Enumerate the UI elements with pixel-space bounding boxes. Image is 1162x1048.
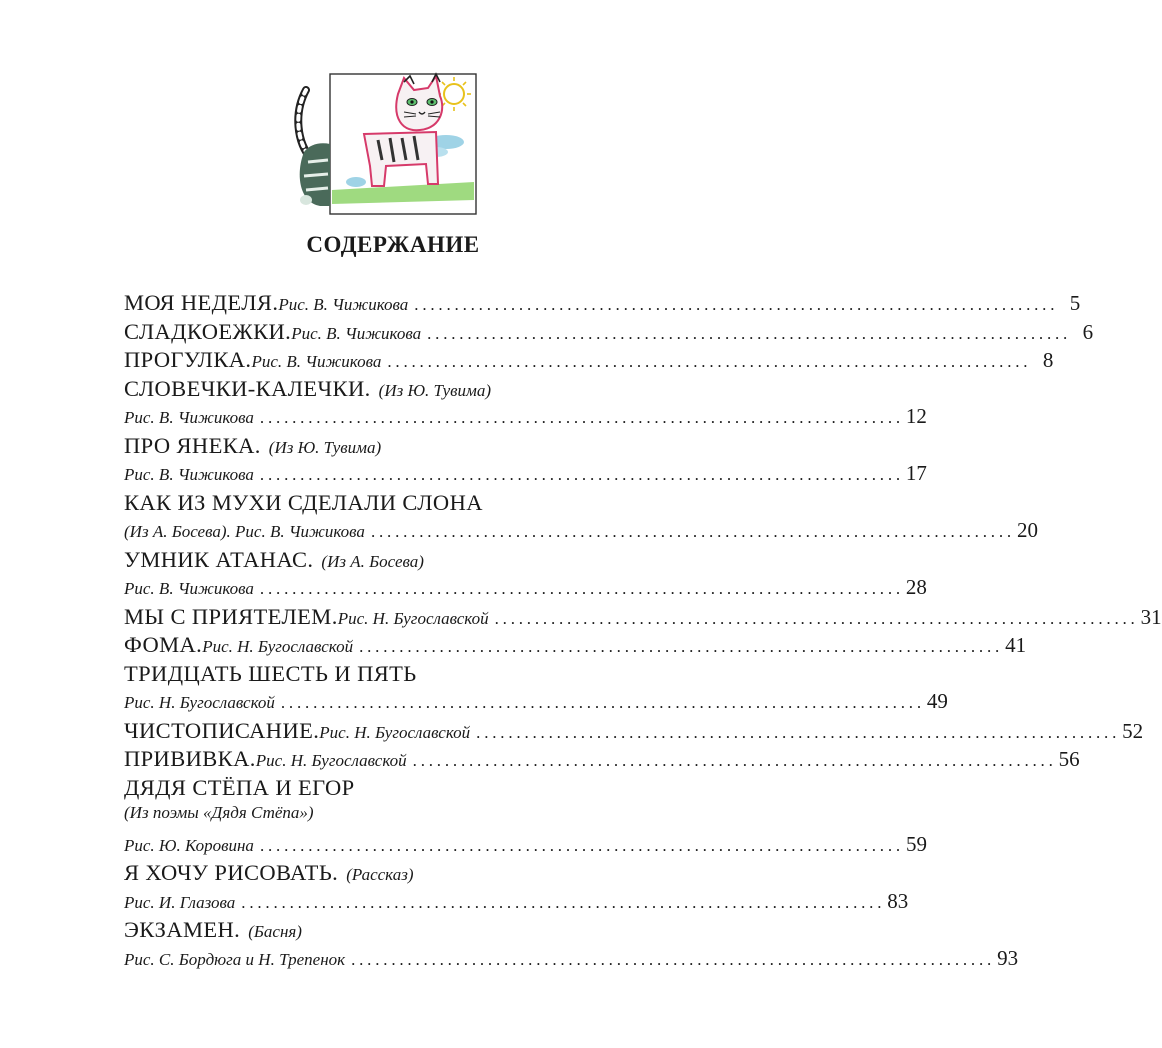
page-number: 56 bbox=[1058, 747, 1080, 771]
leader-dots: ................................................................................ bbox=[241, 892, 886, 912]
entry-credit: Рис. С. Бордюга и Н. Трепенок bbox=[124, 949, 346, 969]
toc-line bbox=[124, 433, 650, 462]
leader-dots: ................................................................................ bbox=[280, 693, 925, 712]
entry-title: ДЯДЯ СТЁПА И ЕГОР bbox=[124, 774, 355, 800]
entry-credit: Рис. В. Чижикова bbox=[124, 465, 254, 484]
leader-dots: ................................................................................ bbox=[494, 608, 1139, 628]
toc-line bbox=[124, 689, 948, 718]
leader-dots: ................................................................................ bbox=[259, 579, 904, 598]
leader-dots: ................................................................................ bbox=[259, 408, 904, 427]
entry-title: МОЯ НЕДЕЛЯ. bbox=[124, 290, 279, 315]
entry-credit: Рис. В. Чижикова bbox=[278, 295, 409, 314]
page-number: 93 bbox=[997, 945, 1019, 970]
toc-line bbox=[124, 347, 1054, 376]
toc-line bbox=[124, 831, 927, 861]
toc-line bbox=[124, 775, 650, 804]
entry-credit: Рис. В. Чижикова bbox=[251, 352, 382, 371]
entry-note: (Рассказ) bbox=[346, 865, 414, 884]
page-number: 17 bbox=[905, 461, 927, 485]
entry-title: УМНИК АТАНАС. bbox=[124, 546, 314, 572]
entry-credit: Рис. В. Чижикова bbox=[291, 323, 422, 343]
entry-title: ЧИСТОПИСАНИЕ. bbox=[124, 717, 320, 743]
cat-drawing-icon bbox=[286, 72, 482, 216]
toc-line bbox=[124, 290, 1081, 319]
entry-credit: Рис. Н. Бугославской bbox=[319, 722, 471, 742]
entry-credit: Рис. Н. Бугославской bbox=[124, 693, 275, 712]
entry-title: ТРИДЦАТЬ ШЕСТЬ И ПЯТЬ bbox=[124, 660, 417, 686]
leader-dots: ................................................................................ bbox=[259, 835, 904, 855]
page-number: 49 bbox=[926, 689, 948, 713]
toc-line bbox=[124, 717, 1144, 747]
entry-credit: Рис. Ю. Коровина bbox=[124, 835, 254, 855]
toc-line bbox=[124, 917, 650, 946]
toc-line bbox=[124, 945, 1019, 975]
entry-note: (Из поэмы «Дядя Стёпа») bbox=[124, 803, 314, 822]
entry-title: МЫ С ПРИЯТЕЛЕМ. bbox=[124, 603, 338, 629]
entry-title: ПРИВИВКА. bbox=[124, 746, 256, 771]
page-number: 5 bbox=[1069, 291, 1081, 315]
page-number: 31 bbox=[1140, 604, 1162, 629]
toc-line bbox=[124, 376, 650, 405]
page-number: 8 bbox=[1042, 348, 1054, 372]
page-number: 28 bbox=[905, 575, 927, 599]
toc-line bbox=[124, 547, 650, 576]
leader-dots: ................................................................................ bbox=[412, 751, 1057, 770]
entry-title: СЛАДКОЕЖКИ. bbox=[124, 318, 292, 344]
page-number: 52 bbox=[1122, 718, 1144, 743]
entry-note: (Из Ю. Тувима) bbox=[378, 380, 492, 400]
toc-line bbox=[124, 575, 927, 604]
toc-line bbox=[124, 490, 650, 519]
table-of-contents bbox=[124, 290, 1162, 974]
entry-credit: (Из А. Босева). Рис. В. Чижикова bbox=[124, 522, 365, 541]
entry-note: (Из Ю. Тувима) bbox=[268, 437, 382, 457]
toc-line bbox=[124, 888, 909, 918]
leader-dots: ................................................................................ bbox=[351, 949, 996, 969]
entry-credit: Рис. В. Чижикова bbox=[124, 579, 254, 598]
toc-line bbox=[124, 860, 650, 889]
entry-title: ПРО ЯНЕКА. bbox=[124, 432, 261, 458]
page-number: 59 bbox=[905, 831, 927, 856]
entry-credit: Рис. Н. Бугославской bbox=[202, 637, 354, 656]
cat-illustration bbox=[286, 72, 482, 216]
entry-title: КАК ИЗ МУХИ СДЕЛАЛИ СЛОНА bbox=[124, 489, 483, 515]
toc-line bbox=[124, 746, 1080, 775]
leader-dots: ................................................................................ bbox=[427, 323, 1072, 343]
entry-title: ПРОГУЛКА. bbox=[124, 347, 252, 372]
page-number: 41 bbox=[1005, 633, 1027, 657]
toc-line bbox=[124, 461, 927, 490]
entry-title: ФОМА. bbox=[124, 632, 203, 657]
entry-note: (Басня) bbox=[248, 922, 302, 941]
entry-note: (Из А. Босева) bbox=[321, 551, 424, 571]
page-number: 20 bbox=[1016, 518, 1038, 542]
leader-dots: ................................................................................ bbox=[370, 522, 1015, 541]
leader-dots: ................................................................................ bbox=[387, 352, 1032, 371]
entry-credit: Рис. Н. Бугославской bbox=[337, 608, 489, 628]
page-number: 12 bbox=[905, 404, 927, 428]
leader-dots: ................................................................................ bbox=[359, 637, 1004, 656]
toc-line bbox=[124, 661, 650, 690]
page-number: 6 bbox=[1082, 319, 1094, 344]
toc-line bbox=[124, 803, 650, 832]
leader-dots: ................................................................................ bbox=[476, 722, 1121, 742]
entry-credit: Рис. В. Чижикова bbox=[124, 408, 254, 427]
entry-title: ЭКЗАМЕН. bbox=[124, 917, 241, 942]
toc-line bbox=[124, 318, 1094, 348]
entry-title: Я ХОЧУ РИСОВАТЬ. bbox=[124, 860, 339, 885]
leader-dots: ................................................................................ bbox=[259, 465, 904, 484]
toc-line bbox=[124, 632, 1027, 661]
entry-credit: Рис. И. Глазова bbox=[124, 892, 236, 912]
page-number: 83 bbox=[887, 888, 909, 913]
leader-dots: ................................................................................ bbox=[414, 295, 1059, 314]
toc-line bbox=[124, 404, 927, 433]
entry-credit: Рис. Н. Бугославской bbox=[255, 751, 407, 770]
page-title: СОДЕРЖАНИЕ bbox=[306, 232, 480, 257]
entry-title: СЛОВЕЧКИ-КАЛЕЧКИ. bbox=[124, 375, 371, 401]
toc-line bbox=[124, 603, 1162, 633]
toc-line bbox=[124, 518, 1038, 547]
